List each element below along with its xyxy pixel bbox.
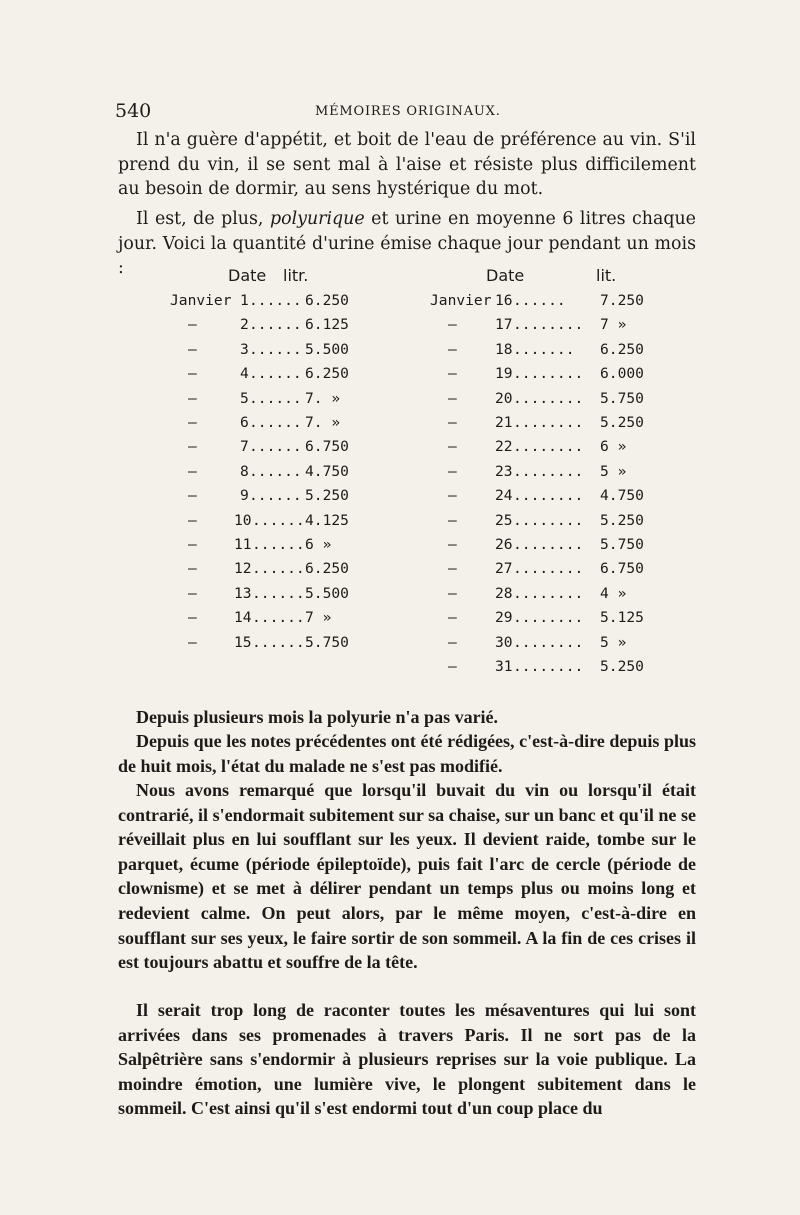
right-row-value: 7 » [600, 316, 627, 334]
right-row-prefix: — [448, 633, 457, 651]
right-row-value: 5.750 [600, 389, 644, 407]
right-row-day: 20 [495, 389, 513, 407]
left-row-dots: ...... [249, 438, 302, 456]
left-row-dots: ...... [252, 511, 305, 529]
left-row-value: 6.250 [305, 365, 349, 383]
left-row-day: 5 [240, 389, 249, 407]
right-row-dots: ........ [513, 536, 584, 553]
left-row-prefix: — [188, 633, 197, 651]
left-row-dots: ...... [249, 414, 302, 431]
right-row-dots: ........ [513, 560, 584, 578]
right-row-prefix: — [448, 462, 457, 480]
left-row-dots: ...... [252, 633, 305, 651]
left-row-prefix: — [188, 609, 197, 627]
left-row-day: 12 [234, 560, 252, 578]
left-row-day: 10 [234, 511, 252, 529]
left-row-value: 7 » [305, 609, 332, 627]
paragraph-notes: Depuis que les notes précédentes ont été rédigées, c'est-à-dire depuis plus de huit mois, l'état du malade ne s'est pas modifié. [118, 731, 696, 776]
right-row-prefix: — [448, 609, 457, 627]
right-row-value: 5.125 [600, 609, 644, 627]
left-row-prefix: — [188, 536, 197, 553]
left-row-value: 4.125 [305, 511, 349, 529]
left-row-day: 11 [234, 536, 252, 553]
left-row-dots: ...... [249, 340, 302, 358]
left-row-day: 9 [240, 487, 249, 505]
urine-quantity-table [150, 266, 690, 696]
left-row-prefix: — [188, 487, 197, 505]
left-row-value: 5.500 [305, 584, 349, 602]
left-row-value: 6.125 [305, 316, 349, 334]
left-row-day: 6 [240, 414, 249, 431]
right-row-value: 5 » [600, 633, 627, 651]
right-row-dots: ........ [513, 609, 584, 627]
right-row-prefix: — [448, 584, 457, 602]
right-row-value: 6.250 [600, 340, 644, 358]
right-unit-header: lit. [596, 266, 617, 285]
left-row-day: 3 [240, 340, 249, 358]
paragraph-misadventures: Il serait trop long de raconter toutes les mésaventures qui lui sont arrivées dans ses promenades à travers Paris. Il ne sort pas de la Salpêtrière sans s'endormir à plusieurs reprises sur la voie publique. La moindre émotion, une lumière vive, le plongent subitement dans le sommeil. C'est ainsi qu'il s'est endormi tout d'un coup place du [118, 1000, 696, 1119]
left-row-dots: ...... [249, 292, 302, 309]
left-row-dots: ...... [249, 462, 302, 480]
right-row-value: 5.750 [600, 536, 644, 553]
right-row-dots: ........ [513, 511, 584, 529]
right-row-prefix: — [448, 536, 457, 553]
left-row-dots: ...... [252, 560, 305, 578]
right-row-prefix: — [448, 414, 457, 431]
right-row-dots: ........ [513, 633, 584, 651]
right-row-day: 22 [495, 438, 513, 456]
left-row-prefix: — [188, 316, 197, 334]
left-row-value: 5.500 [305, 340, 349, 358]
right-row-value: 5.250 [600, 511, 644, 529]
left-row-prefix: — [188, 462, 197, 480]
right-row-dots: ....... [513, 340, 575, 358]
right-row-dots: ........ [513, 487, 584, 505]
left-row-day: 14 [234, 609, 252, 627]
right-row-day: 27 [495, 560, 513, 578]
right-row-day: 24 [495, 487, 513, 505]
right-row-day: 18 [495, 340, 513, 358]
right-row-dots: ........ [513, 414, 584, 431]
left-row-prefix: — [188, 389, 197, 407]
right-row-value: 5 » [600, 462, 627, 480]
right-row-prefix: — [448, 658, 457, 675]
left-row-value: 6.750 [305, 438, 349, 456]
right-row-prefix: — [448, 511, 457, 529]
page-number: 540 [115, 100, 152, 122]
left-row-prefix: — [188, 340, 197, 358]
left-row-dots: ...... [249, 487, 302, 505]
right-row-prefix: — [448, 389, 457, 407]
right-row-day: 29 [495, 609, 513, 627]
right-row-prefix: Janvier [430, 292, 492, 309]
right-row-value: 5.250 [600, 414, 644, 431]
left-row-prefix: — [188, 511, 197, 529]
right-row-day: 25 [495, 511, 513, 529]
left-row-value: 7. » [305, 414, 341, 431]
right-row-value: 6.750 [600, 560, 644, 578]
left-row-day: 15 [234, 633, 252, 651]
left-row-prefix: — [188, 560, 197, 578]
page-header [115, 100, 695, 124]
italic-term: polyurique [269, 209, 365, 229]
right-row-value: 4 » [600, 584, 627, 602]
right-row-value: 7.250 [600, 292, 644, 309]
paragraph-crises: Nous avons remarqué que lorsqu'il buvait du vin ou lorsqu'il était contrarié, il s'endormait subitement sur sa chaise, sur un banc et qu'il ne se réveillait plus en lui soufflant sur les yeux. Il devient raide, tombe sur le parquet, écume (période épileptoïde), puis fait l'arc de cercle (période de clownisme) et se met à délirer pendant un temps plus ou moins long et redevient calme. On peut alors, par le même moyen, c'est-à-dire en soufflant sur ses yeux, le faire sortir de son sommeil. A la fin de ces crises il est toujours abattu et souffre de la tête. [118, 780, 696, 973]
right-date-header: Date [486, 266, 525, 285]
left-row-prefix: — [188, 438, 197, 456]
left-row-prefix: Janvier [170, 292, 232, 309]
right-row-value: 4.750 [600, 487, 644, 505]
right-row-day: 21 [495, 414, 513, 431]
right-row-day: 31 [495, 658, 513, 675]
left-row-value: 5.250 [305, 487, 349, 505]
left-row-prefix: — [188, 414, 197, 431]
right-row-dots: ........ [513, 389, 584, 407]
right-row-day: 28 [495, 584, 513, 602]
right-row-value: 5.250 [600, 658, 644, 675]
left-row-dots: ...... [252, 584, 305, 602]
left-row-dots: ...... [249, 365, 302, 383]
left-row-prefix: — [188, 584, 197, 602]
right-row-dots: ........ [513, 658, 584, 675]
left-row-value: 6.250 [305, 560, 349, 578]
left-row-value: 7. » [305, 389, 341, 407]
right-row-prefix: — [448, 365, 457, 383]
right-row-prefix: — [448, 340, 457, 358]
left-row-value: 5.750 [305, 633, 349, 651]
right-row-dots: ...... [513, 292, 566, 309]
right-row-dots: ........ [513, 365, 584, 383]
right-row-prefix: — [448, 316, 457, 334]
left-row-day: 4 [240, 365, 249, 383]
right-row-dots: ........ [513, 438, 584, 456]
right-row-dots: ........ [513, 584, 584, 602]
running-title: MÉMOIRES ORIGINAUX. [315, 104, 501, 119]
left-row-prefix: — [188, 365, 197, 383]
right-row-prefix: — [448, 487, 457, 505]
right-row-value: 6 » [600, 438, 627, 456]
left-row-value: 4.750 [305, 462, 349, 480]
left-row-value: 6 » [305, 536, 332, 553]
right-row-prefix: — [448, 438, 457, 456]
right-row-day: 26 [495, 536, 513, 553]
right-row-day: 19 [495, 365, 513, 383]
paragraph-polyuria-intro: Il est, de plus, polyurique et urine en moyenne 6 litres chaque jour. Voici la quantité d'urine émise chaque jour pendant un mois : [118, 209, 696, 279]
left-row-dots: ...... [249, 389, 302, 407]
right-row-dots: ........ [513, 316, 584, 334]
left-row-value: 6.250 [305, 292, 349, 309]
paragraph-appetite: Il n'a guère d'appétit, et boit de l'eau de préférence au vin. S'il prend du vin, il se sent mal à l'aise et résiste plus difficilement au besoin de dormir, au sens hystérique du mot. [118, 130, 696, 200]
right-row-day: 16 [495, 292, 513, 309]
left-row-day: 13 [234, 584, 252, 602]
right-row-day: 30 [495, 633, 513, 651]
paragraph-polyuria-stable: Depuis plusieurs mois la polyurie n'a pas varié. [136, 707, 499, 727]
left-row-dots: ...... [252, 609, 305, 627]
right-row-day: 23 [495, 462, 513, 480]
right-row-value: 6.000 [600, 365, 644, 383]
right-row-prefix: — [448, 560, 457, 578]
left-row-dots: ...... [249, 316, 302, 334]
right-row-dots: ........ [513, 462, 584, 480]
left-row-day: 8 [240, 462, 249, 480]
right-row-day: 17 [495, 316, 513, 334]
left-row-day: 2 [240, 316, 249, 334]
left-row-day: 1 [240, 292, 249, 309]
left-unit-header: litr. [283, 266, 309, 285]
left-row-day: 7 [240, 438, 249, 456]
left-date-header: Date [228, 266, 267, 285]
left-row-dots: ...... [252, 536, 305, 553]
